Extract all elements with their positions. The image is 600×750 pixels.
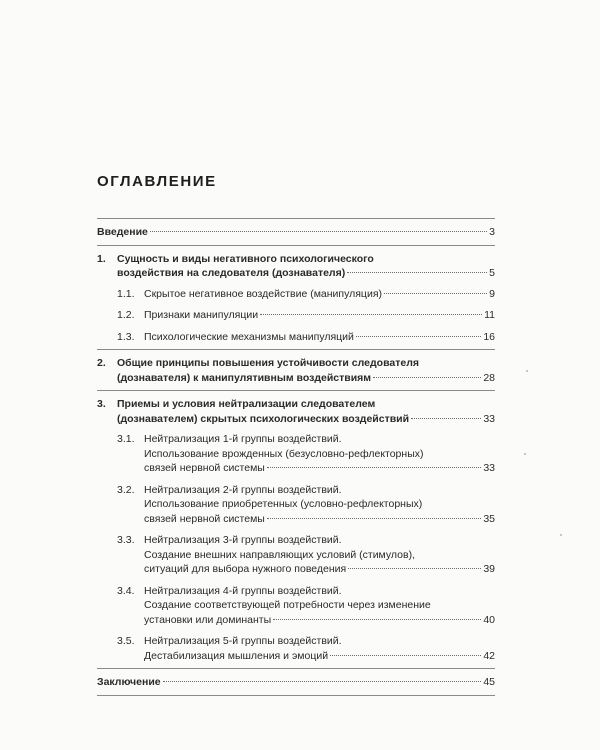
subsection-number: 3.3.	[117, 534, 135, 546]
toc-entry-line: установки или доминанты	[144, 613, 272, 626]
divider	[97, 668, 495, 669]
dot-leader	[356, 336, 481, 337]
toc-entry-line: (дознавателем) скрытых психологических воздействий	[117, 412, 410, 425]
toc-entry-line: (дознавателя) к манипулятивным воздействиям	[117, 371, 372, 384]
toc-page-number: 5	[489, 267, 495, 279]
subsection-number: 3.5.	[117, 635, 135, 647]
toc-page-number: 42	[483, 649, 495, 662]
toc-entry-introduction[interactable]	[97, 225, 495, 240]
dot-leader	[273, 619, 481, 620]
toc-entry-line: Нейтрализация 5-й группы воздействий.	[144, 635, 342, 647]
toc-subsection-1-3[interactable]	[97, 330, 495, 345]
toc-entry-line: связей нервной системы	[144, 462, 265, 474]
toc-entry-line: Психологические механизмы манипуляций	[144, 330, 354, 343]
toc-subsection-3-2[interactable]	[97, 483, 495, 527]
toc-entry-line: Использование врожденных (безусловно-рефлекторных)	[144, 447, 424, 460]
toc-page-number: 33	[483, 462, 495, 474]
toc-page-number: 35	[483, 512, 495, 525]
toc-entry-line: связей нервной системы	[144, 512, 265, 525]
divider	[97, 349, 495, 350]
scan-speck	[560, 534, 562, 536]
toc-entry-line: Сущность и виды негативного психологического	[117, 252, 374, 265]
toc-entry-conclusion[interactable]	[97, 675, 495, 690]
subsection-number: 3.4.	[117, 584, 135, 597]
chapter-number: 2.	[97, 357, 106, 369]
toc-subsection-3-5[interactable]	[97, 634, 495, 663]
chapter-number: 3.	[97, 398, 106, 410]
dot-leader	[267, 518, 481, 519]
toc-page-number: 3	[489, 226, 495, 238]
dot-leader	[373, 377, 481, 378]
toc-subsection-3-4[interactable]	[97, 584, 495, 628]
toc-page-number: 40	[483, 613, 495, 626]
table-of-contents	[97, 218, 495, 696]
dot-leader	[384, 293, 487, 294]
scan-speck	[526, 370, 528, 372]
toc-entry-line: Приемы и условия нейтрализации следователем	[117, 398, 376, 410]
scan-speck	[524, 453, 526, 455]
toc-entry-line: Использование приобретенных (условно-рефлекторных)	[144, 498, 423, 510]
dot-leader	[267, 467, 481, 468]
toc-entry-line: Нейтрализация 1-й группы воздействий.	[144, 433, 342, 445]
chapter-number: 1.	[97, 252, 106, 265]
toc-entry-line: воздействия на следователя (дознавателя)	[117, 267, 346, 279]
dot-leader	[411, 418, 481, 419]
toc-entry-line: ситуаций для выбора нужного поведения	[144, 563, 347, 575]
toc-subsection-1-1[interactable]	[97, 287, 495, 302]
toc-entry-line: Создание внешних направляющих условий (стимулов),	[144, 548, 415, 561]
subsection-number: 1.2.	[117, 309, 135, 321]
divider	[97, 245, 495, 246]
toc-page-number: 16	[483, 330, 495, 343]
divider	[97, 695, 495, 696]
toc-entry-line: Создание соответствующей потребности через изменение	[144, 599, 431, 611]
toc-entry-line: Дестабилизация мышления и эмоций	[144, 649, 329, 662]
toc-entry-line: Общие принципы повышения устойчивости следователя	[117, 357, 420, 369]
toc-page-number: 11	[484, 309, 495, 321]
toc-page-number: 45	[483, 676, 495, 688]
toc-entry-line: Нейтрализация 3-й группы воздействий.	[144, 534, 342, 546]
toc-page-number: 39	[483, 563, 495, 575]
toc-chapter-3[interactable]	[97, 397, 495, 426]
toc-subsection-3-3[interactable]	[97, 533, 495, 577]
toc-page-number: 9	[489, 287, 495, 300]
dot-leader	[347, 272, 487, 273]
page-title: ОГЛАВЛЕНИЕ	[97, 173, 217, 190]
toc-entry-label: Введение	[97, 226, 148, 238]
subsection-number: 1.1.	[117, 287, 135, 300]
toc-entry-line: Скрытое негативное воздействие (манипуляция)	[144, 287, 382, 300]
subsection-number: 1.3.	[117, 330, 135, 343]
dot-leader	[330, 655, 481, 656]
subsection-number: 3.1.	[117, 433, 135, 445]
toc-page-number: 33	[483, 412, 495, 425]
divider	[97, 218, 495, 219]
toc-page-number: 28	[483, 371, 495, 384]
toc-subsection-1-2[interactable]	[97, 308, 495, 323]
toc-entry-label: Заключение	[97, 676, 161, 688]
dot-leader	[348, 568, 481, 569]
dot-leader	[163, 681, 482, 682]
toc-chapter-1[interactable]	[97, 252, 495, 281]
toc-chapter-2[interactable]	[97, 356, 495, 385]
dot-leader	[260, 314, 482, 315]
toc-subsection-3-1[interactable]	[97, 432, 495, 476]
toc-entry-line: Признаки манипуляции	[144, 309, 259, 321]
toc-entry-line: Нейтрализация 2-й группы воздействий.	[144, 483, 342, 496]
toc-entry-line: Нейтрализация 4-й группы воздействий.	[144, 584, 342, 597]
dot-leader	[150, 231, 487, 232]
divider	[97, 390, 495, 391]
subsection-number: 3.2.	[117, 483, 135, 496]
